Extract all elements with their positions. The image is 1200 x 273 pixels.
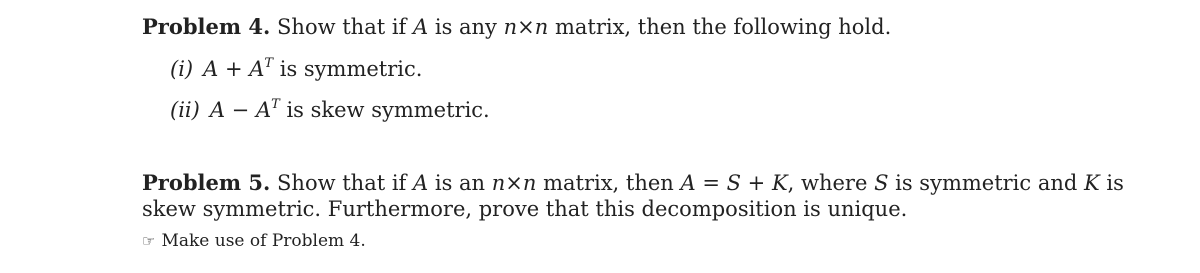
problem-5-var-s: S <box>874 171 889 195</box>
problem-5-var-k: K <box>1084 171 1100 195</box>
hint-line <box>142 230 366 252</box>
problem-4-dims: n×n <box>503 15 549 39</box>
problem-4-label: Problem 4. <box>142 14 271 39</box>
problem-5-text-d: , where <box>787 171 875 195</box>
problem-5-text-e: is symmetric and <box>888 171 1084 195</box>
problem-4-item-i <box>170 56 422 82</box>
problem-5-var-a: A <box>413 171 429 195</box>
transpose-superscript: T <box>264 56 274 71</box>
problem-4-item-ii <box>170 97 490 123</box>
item-expression: A − A <box>209 98 272 122</box>
transpose-superscript: T <box>271 97 280 112</box>
problem-5-text-b: is an <box>428 171 492 195</box>
problem-4-var-a: A <box>413 15 429 39</box>
problem-4-text-b: is any <box>428 15 504 39</box>
problem-4-statement <box>142 14 891 40</box>
problem-5-text-f: is <box>1099 171 1124 195</box>
item-marker: (ii) <box>170 98 200 122</box>
problem-4-text-a: Show that if <box>277 15 413 39</box>
item-expression: A + A <box>203 57 265 81</box>
problem-5-label: Problem 5. <box>142 170 271 195</box>
hint-text: Make use of Problem 4. <box>161 231 366 251</box>
item-text: is skew symmetric. <box>279 98 490 122</box>
item-marker: (i) <box>170 57 194 81</box>
problem-5-text-c: matrix, then <box>536 171 681 195</box>
problem-5-dims: n×n <box>491 171 537 195</box>
problem-5-text-a: Show that if <box>277 171 413 195</box>
problem-4-text-c: matrix, then the following hold. <box>548 15 892 39</box>
pointing-hand-icon: ☞ <box>142 232 156 250</box>
item-text: is symmetric. <box>273 57 423 81</box>
problem-5-text-line-2: skew symmetric. Furthermore, prove that this decomposition is unique. <box>142 197 908 221</box>
problem-5-equation: A = S + K <box>680 171 788 195</box>
problem-5-statement-line-2 <box>142 196 907 222</box>
problem-5-statement-line-1 <box>142 170 1124 196</box>
